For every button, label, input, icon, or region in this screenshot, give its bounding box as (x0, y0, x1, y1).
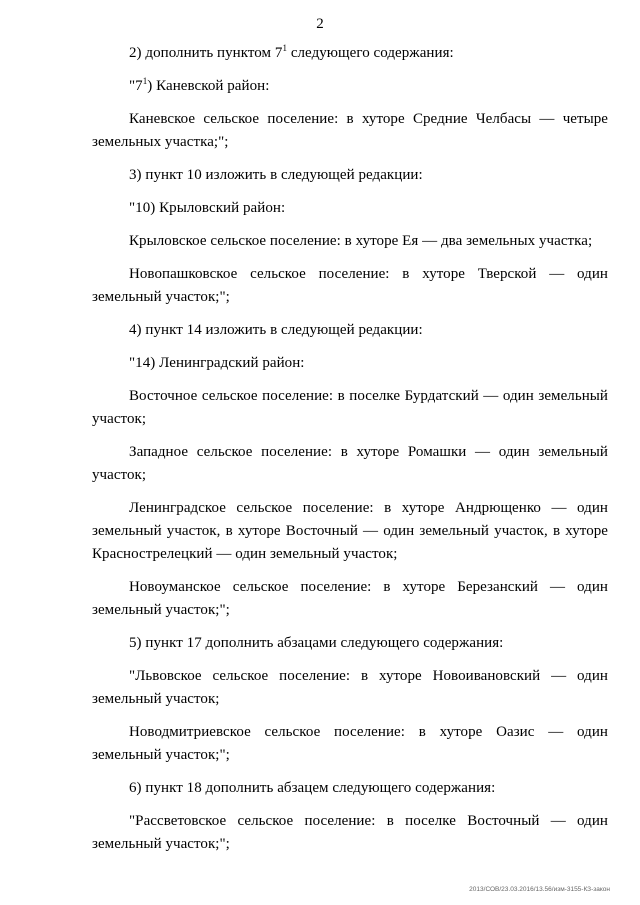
paragraph-text: 3) пункт 10 изложить в следующей редакции: (129, 167, 423, 183)
paragraph-text: Новоуманское сельское поселение: в хуторе Березанский — один земельный участок;"; (92, 579, 608, 618)
paragraph (92, 576, 608, 622)
paragraph (92, 352, 608, 375)
paragraph (92, 721, 608, 767)
paragraph-text: Западное сельское поселение: в хуторе Ромашки — один земельный участок; (92, 444, 608, 483)
paragraph (92, 164, 608, 187)
paragraph-text: "7 (129, 78, 143, 94)
paragraph (92, 42, 608, 65)
paragraph-text: "14) Ленинградский район: (129, 355, 305, 371)
paragraph-text: 2) дополнить пунктом 7 (129, 45, 283, 61)
paragraph-text: Восточное сельское поселение: в поселке Бурдатский — один земельный участок; (92, 388, 608, 427)
paragraph (92, 632, 608, 655)
paragraph (92, 263, 608, 309)
paragraph (92, 108, 608, 154)
paragraph (92, 441, 608, 487)
paragraph (92, 385, 608, 431)
paragraph-text: 5) пункт 17 дополнить абзацами следующего содержания: (129, 635, 504, 651)
paragraph (92, 197, 608, 220)
paragraph-text-tail: ) Каневской район: (147, 78, 270, 94)
paragraph-text: Новопашковское сельское поселение: в хуторе Тверской — один земельный участок;"; (92, 266, 608, 305)
superscript: 1 (282, 43, 288, 53)
paragraph-text: "Львовское сельское поселение: в хуторе Новоивановский — один земельный участок; (92, 668, 608, 707)
paragraph-text: 6) пункт 18 дополнить абзацем следующего содержания: (129, 780, 496, 796)
paragraph-text-tail: следующего содержания: (287, 45, 454, 61)
document-body (92, 42, 608, 866)
paragraph (92, 665, 608, 711)
page-number: 2 (316, 16, 324, 32)
paragraph (92, 810, 608, 856)
footer-document-code: 2013/СОВ/23.03.2016/13.56/изм-3155-КЗ-закон (469, 886, 610, 893)
paragraph-text: "10) Крыловский район: (129, 200, 286, 216)
paragraph-text: Крыловское сельское поселение: в хуторе Ея — два земельных участка; (129, 233, 593, 249)
paragraph-text: Новодмитриевское сельское поселение: в хуторе Оазис — один земельный участок;"; (92, 724, 608, 763)
paragraph (92, 230, 608, 253)
paragraph-text: Каневское сельское поселение: в хуторе Средние Челбасы — четыре земельных участка;"; (92, 111, 608, 150)
paragraph (92, 75, 608, 98)
paragraph-text: "Рассветовское сельское поселение: в поселке Восточный — один земельный участок;"; (92, 813, 608, 852)
superscript: 1 (142, 76, 148, 86)
paragraph-text: Ленинградское сельское поселение: в хуторе Андрющенко — один земельный участок, в хуторе Восточный — один земельный участок, в хуторе Краснострелецкий — один земельный участок; (92, 500, 608, 562)
paragraph (92, 319, 608, 342)
paragraph-text: 4) пункт 14 изложить в следующей редакции: (129, 322, 423, 338)
paragraph (92, 777, 608, 800)
paragraph (92, 497, 608, 566)
